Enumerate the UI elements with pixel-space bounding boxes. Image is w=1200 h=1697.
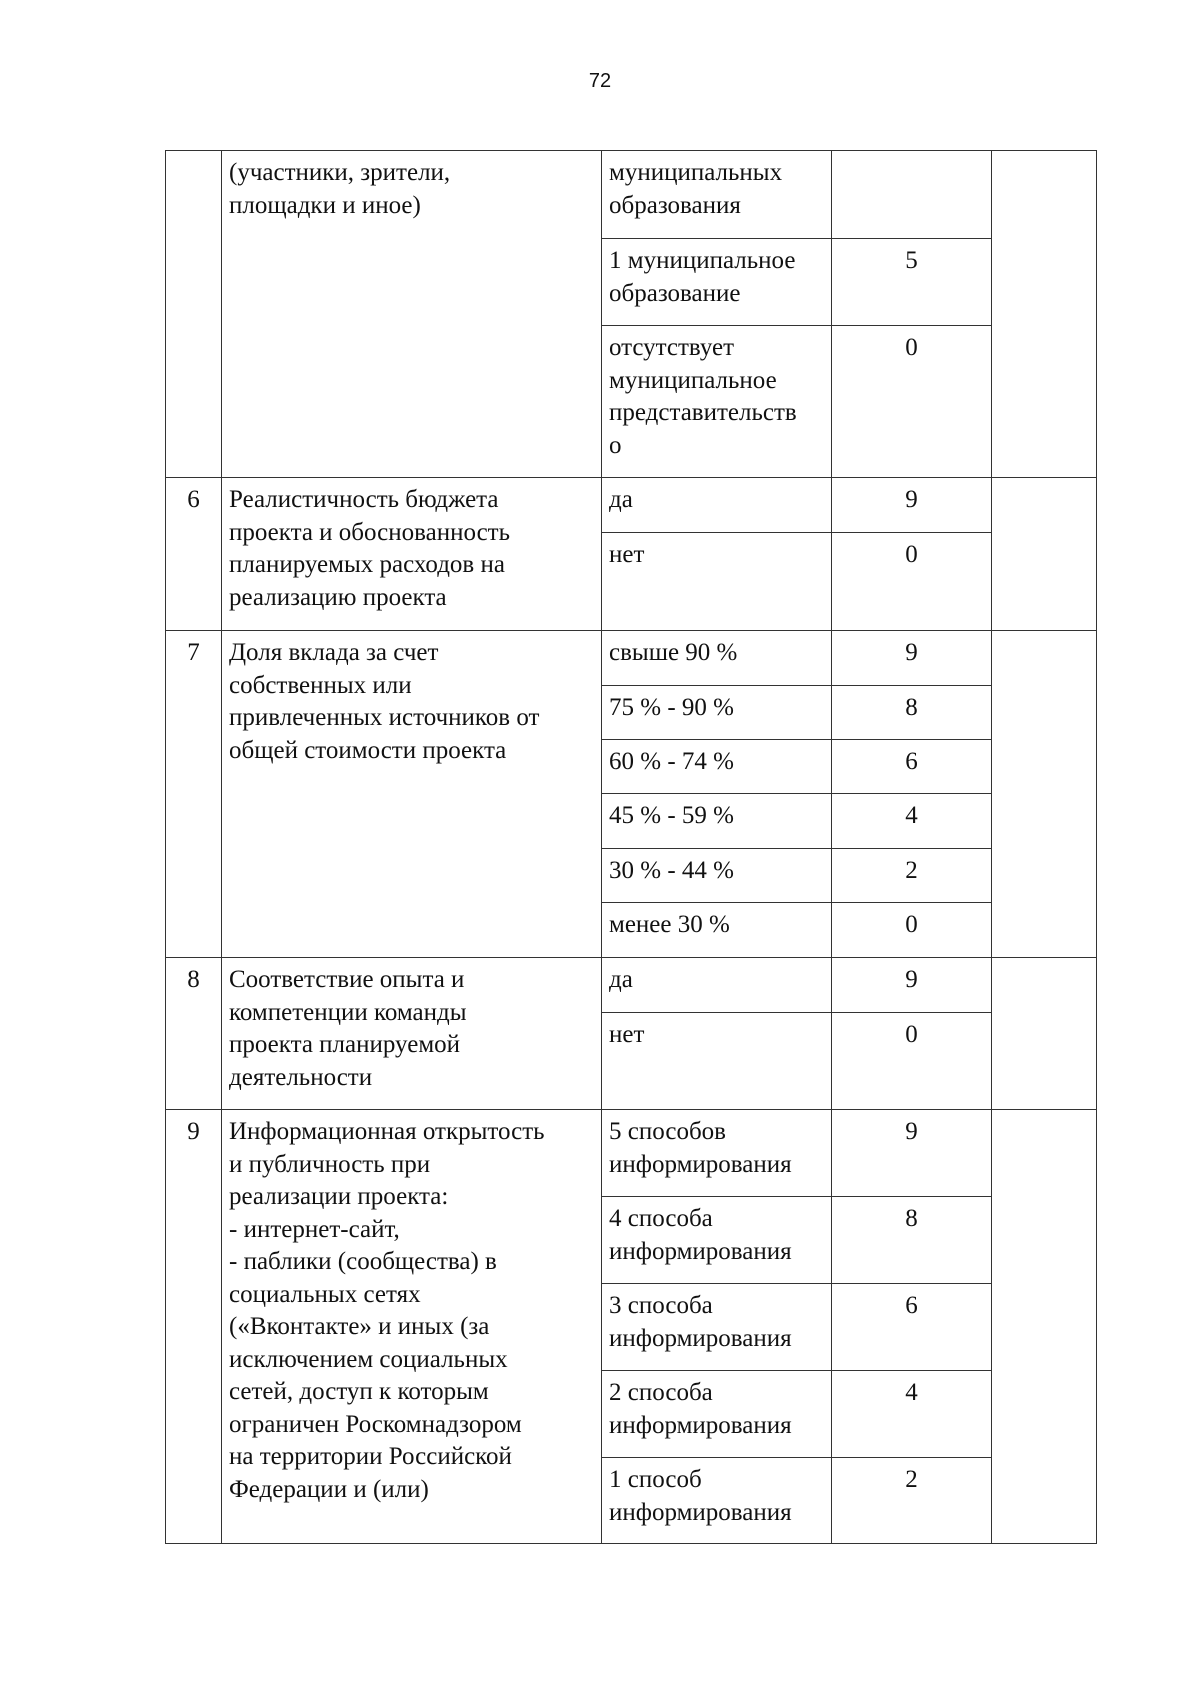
option-score: 2 (832, 849, 992, 903)
result-cell (992, 958, 1097, 1110)
result-cell (992, 1110, 1097, 1544)
option-label: 45 % - 59 % (602, 794, 832, 849)
option-label: 30 % - 44 % (602, 849, 832, 903)
option-score: 0 (832, 903, 992, 958)
option-label: 60 % - 74 % (602, 740, 832, 794)
option-score: 9 (832, 478, 992, 533)
result-cell (992, 151, 1097, 478)
result-cell (992, 631, 1097, 958)
option-score: 8 (832, 686, 992, 740)
criterion-number: 6 (166, 478, 222, 631)
option-score: 0 (832, 533, 992, 631)
criterion-text: Реалистичность бюджета проекта и обоснованность планируемых расходов на реализацию проекта (222, 478, 602, 631)
table-row (166, 151, 1097, 239)
option-label: 75 % - 90 % (602, 686, 832, 740)
option-label: 1 муниципальное образование (602, 239, 832, 326)
option-label: 1 способ информирования (602, 1458, 832, 1544)
option-score: 4 (832, 1371, 992, 1458)
option-score: 2 (832, 1458, 992, 1544)
table-row (166, 631, 1097, 686)
criterion-number (166, 151, 222, 478)
result-cell (992, 478, 1097, 631)
option-score: 9 (832, 958, 992, 1013)
criterion-text: Информационная открытость и публичность при реализации проекта: - интернет-сайт, - паблики (сообщества) в социальных сетях («Вконтакте» и иных (за исключением социальных сетей, доступ к которым ограничен Роскомнадзором на территории Российской Федерации и (или) (222, 1110, 602, 1544)
criterion-number: 9 (166, 1110, 222, 1544)
option-label: муниципальных образования (602, 151, 832, 239)
option-score: 9 (832, 631, 992, 686)
option-label: свыше 90 % (602, 631, 832, 686)
option-score: 0 (832, 1013, 992, 1110)
option-score: 8 (832, 1197, 992, 1284)
option-label: нет (602, 1013, 832, 1110)
option-score: 6 (832, 740, 992, 794)
page-number: 72 (588, 70, 612, 92)
option-label: да (602, 478, 832, 533)
criterion-text: Доля вклада за счет собственных или привлеченных источников от общей стоимости проекта (222, 631, 602, 958)
option-score: 0 (832, 326, 992, 478)
option-label: 3 способа информирования (602, 1284, 832, 1371)
option-score: 9 (832, 1110, 992, 1197)
criterion-number: 7 (166, 631, 222, 958)
option-label: менее 30 % (602, 903, 832, 958)
table-row (166, 1110, 1097, 1197)
option-score: 4 (832, 794, 992, 849)
criterion-text: (участники, зрители, площадки и иное) (222, 151, 602, 478)
criteria-table (165, 150, 1097, 1544)
option-label: 2 способа информирования (602, 1371, 832, 1458)
option-score (832, 151, 992, 239)
option-label: 5 способов информирования (602, 1110, 832, 1197)
option-score: 5 (832, 239, 992, 326)
option-score: 6 (832, 1284, 992, 1371)
criterion-text: Соответствие опыта и компетенции команды проекта планируемой деятельности (222, 958, 602, 1110)
option-label: отсутствует муниципальное представительств о (602, 326, 832, 478)
option-label: нет (602, 533, 832, 631)
option-label: да (602, 958, 832, 1013)
option-label: 4 способа информирования (602, 1197, 832, 1284)
criterion-number: 8 (166, 958, 222, 1110)
table-row (166, 478, 1097, 533)
table-row (166, 958, 1097, 1013)
